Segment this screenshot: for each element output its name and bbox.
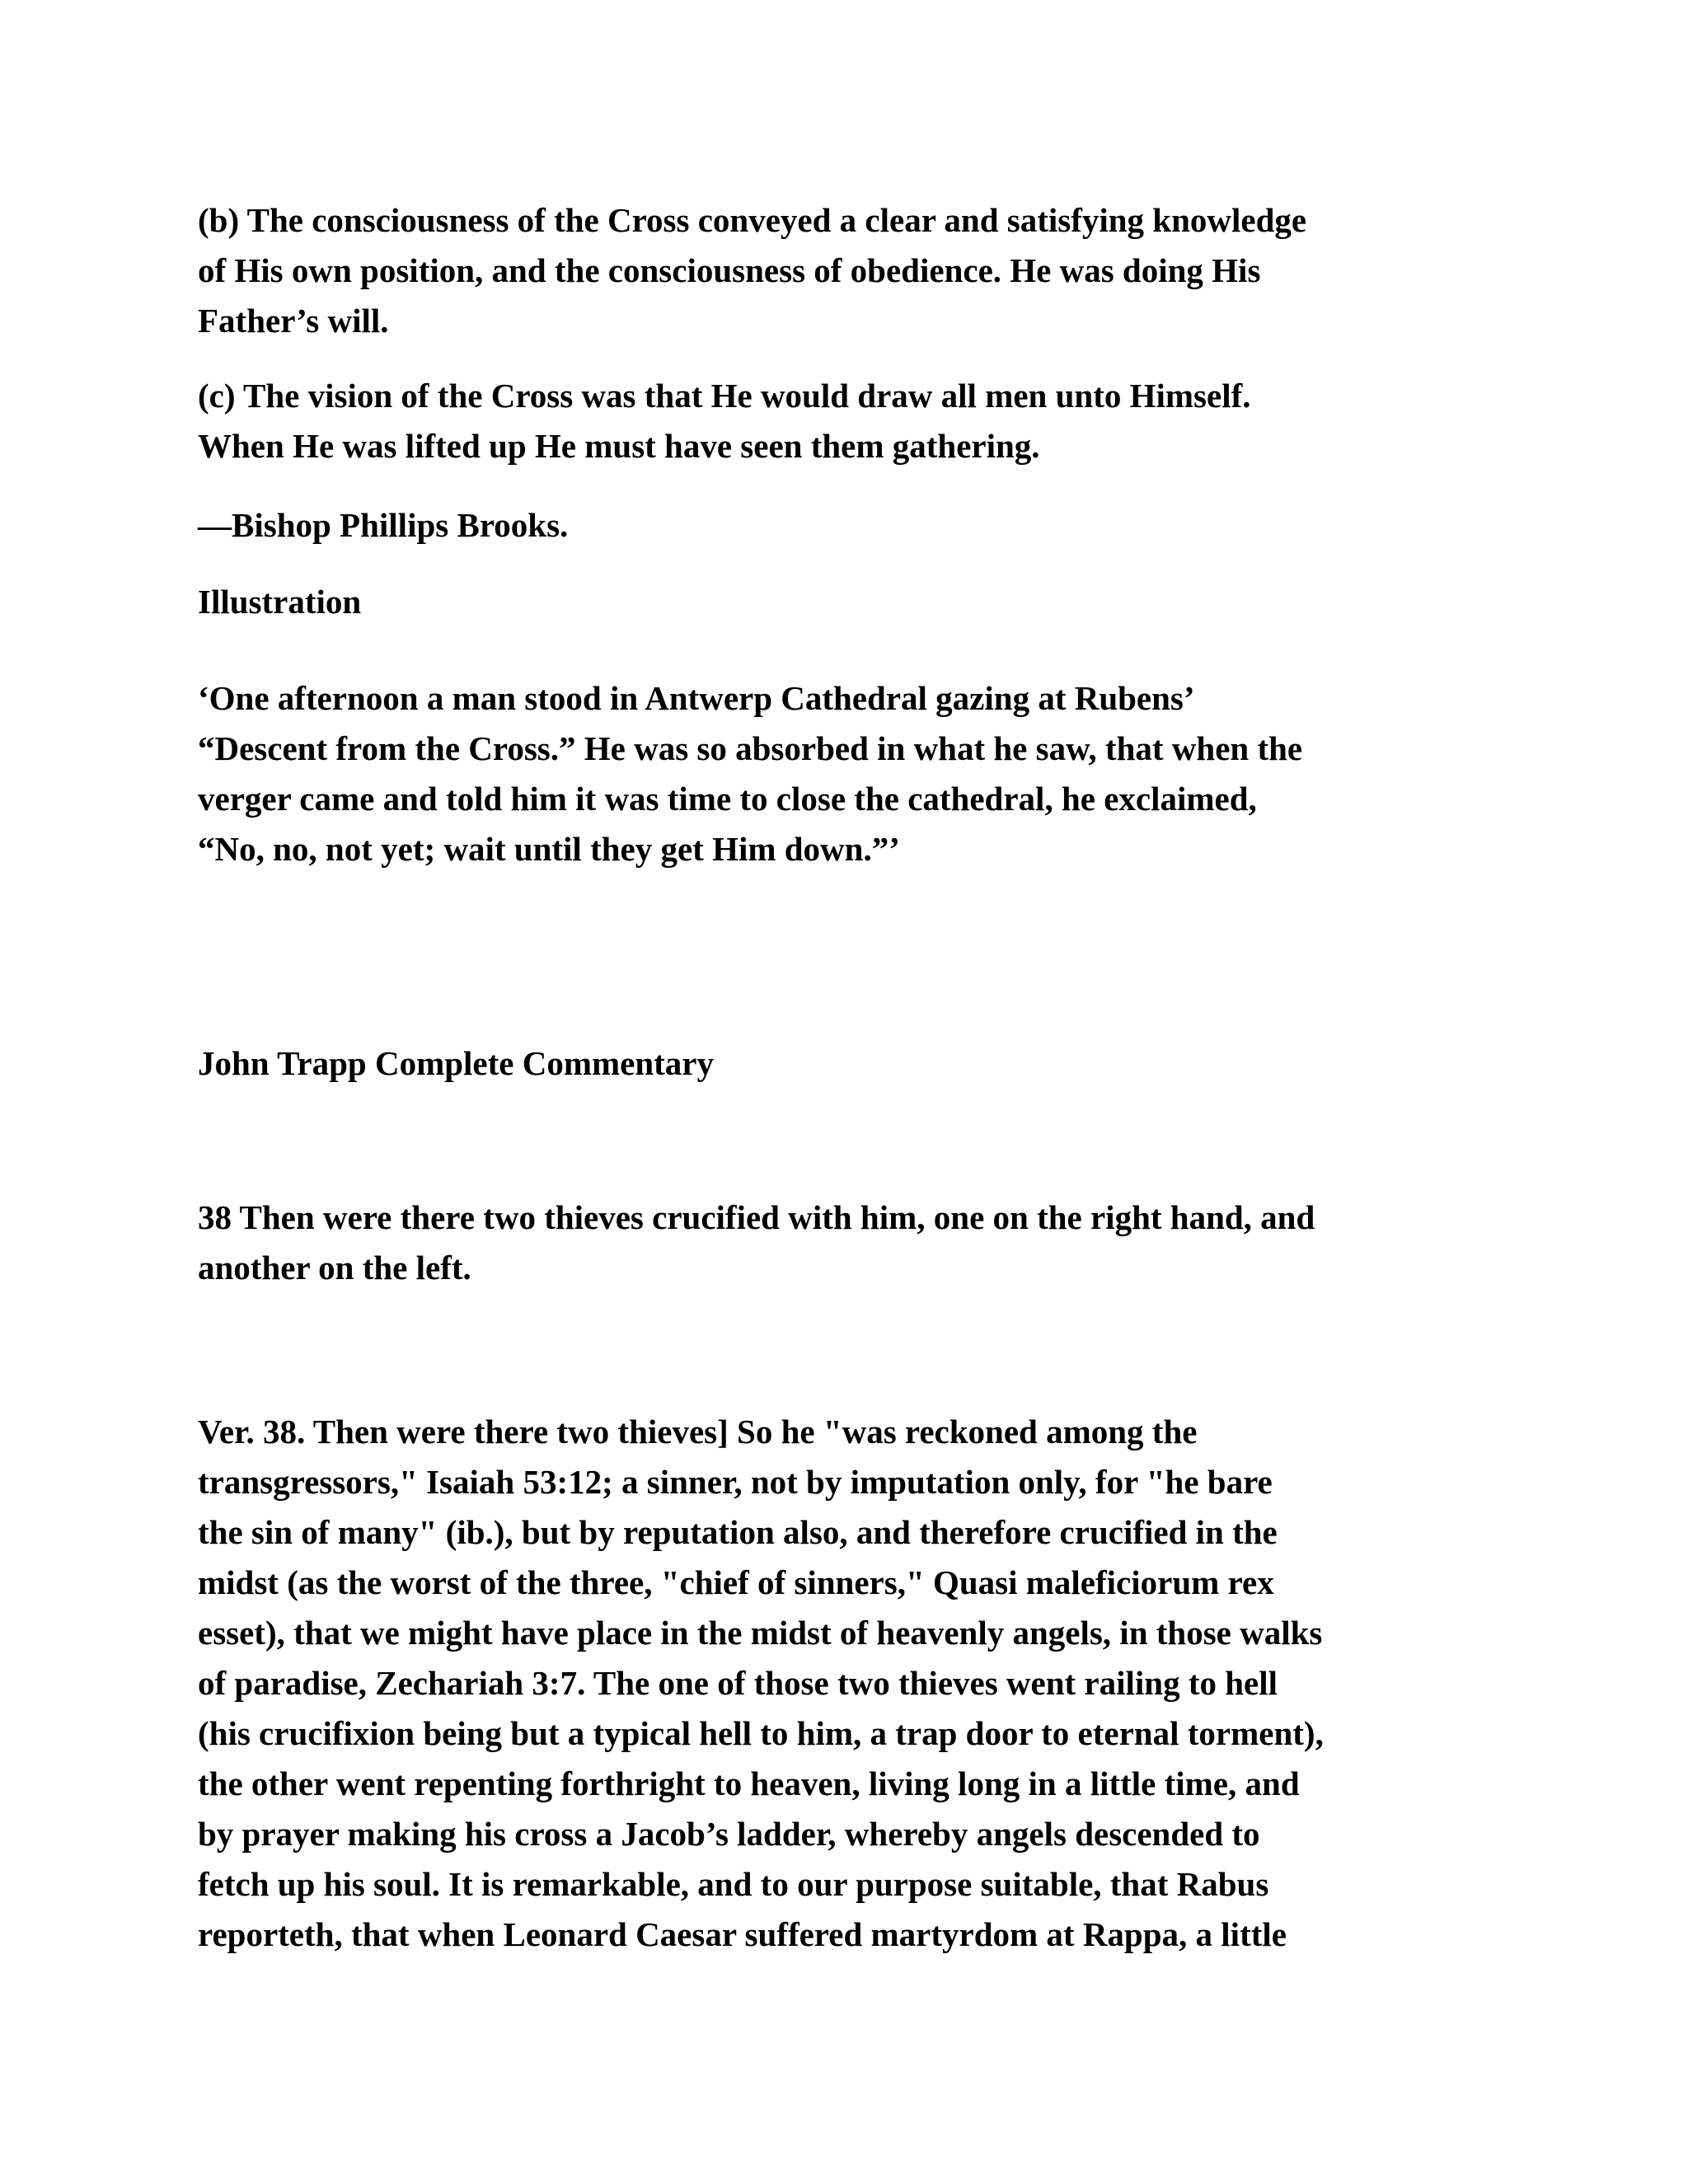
text-line: (b) The consciousness of the Cross conveyed a clear and satisfying knowledge [198, 201, 1307, 239]
text-line: (c) The vision of the Cross was that He would draw all men unto Himself. [198, 377, 1251, 415]
text-line: 38 Then were there two thieves crucified with him, one on the right hand, and [198, 1198, 1315, 1236]
paragraph-c-vision [198, 371, 1517, 471]
text-line: Ver. 38. Then were there two thieves] So he "was reckoned among the [198, 1413, 1198, 1451]
text-line: When He was lifted up He must have seen them gathering. [198, 427, 1040, 465]
text-line: —Bishop Phillips Brooks. [198, 506, 569, 544]
text-line: esset), that we might have place in the midst of heavenly angels, in those walks [198, 1614, 1323, 1652]
text-line: midst (as the worst of the three, "chief of sinners," Quasi maleficiorum rex [198, 1563, 1274, 1601]
text-line: Illustration [198, 583, 362, 621]
text-line: verger came and told him it was time to close the cathedral, he exclaimed, [198, 780, 1257, 818]
text-line: transgressors," Isaiah 53:12; a sinner, not by imputation only, for "he bare [198, 1463, 1273, 1501]
text-line: by prayer making his cross a Jacob’s ladder, whereby angels descended to [198, 1815, 1260, 1853]
text-line: “No, no, not yet; wait until they get Him down.”’ [198, 830, 900, 868]
paragraph-ver-38-commentary [198, 1407, 1517, 1960]
text-line: fetch up his soul. It is remarkable, and to our purpose suitable, that Rabus [198, 1865, 1269, 1903]
text-line: of His own position, and the consciousness of obedience. He was doing His [198, 251, 1261, 289]
text-line: Father’s will. [198, 302, 389, 340]
text-line: ‘One afternoon a man stood in Antwerp Cathedral gazing at Rubens’ [198, 679, 1195, 717]
paragraph-illustration [198, 673, 1517, 874]
text-line: (his crucifixion being but a typical hell to him, a trap door to eternal torment), [198, 1714, 1324, 1752]
commentary-title [198, 1038, 1517, 1089]
text-line: the other went repenting forthright to heaven, living long in a little time, and [198, 1765, 1300, 1802]
text-line: reporteth, that when Leonard Caesar suffered martyrdom at Rappa, a little [198, 1915, 1287, 1953]
attribution-line [198, 500, 1517, 551]
text-line: of paradise, Zechariah 3:7. The one of those two thieves went railing to hell [198, 1664, 1278, 1702]
text-line: another on the left. [198, 1249, 471, 1286]
illustration-heading [198, 577, 1517, 627]
text-line: the sin of many" (ib.), but by reputation also, and therefore crucified in the [198, 1513, 1278, 1551]
paragraph-verse-38 [198, 1193, 1517, 1293]
paragraph-b-consciousness [198, 195, 1517, 346]
text-line: John Trapp Complete Commentary [198, 1044, 714, 1082]
text-line: “Descent from the Cross.” He was so absorbed in what he saw, that when the [198, 729, 1303, 767]
